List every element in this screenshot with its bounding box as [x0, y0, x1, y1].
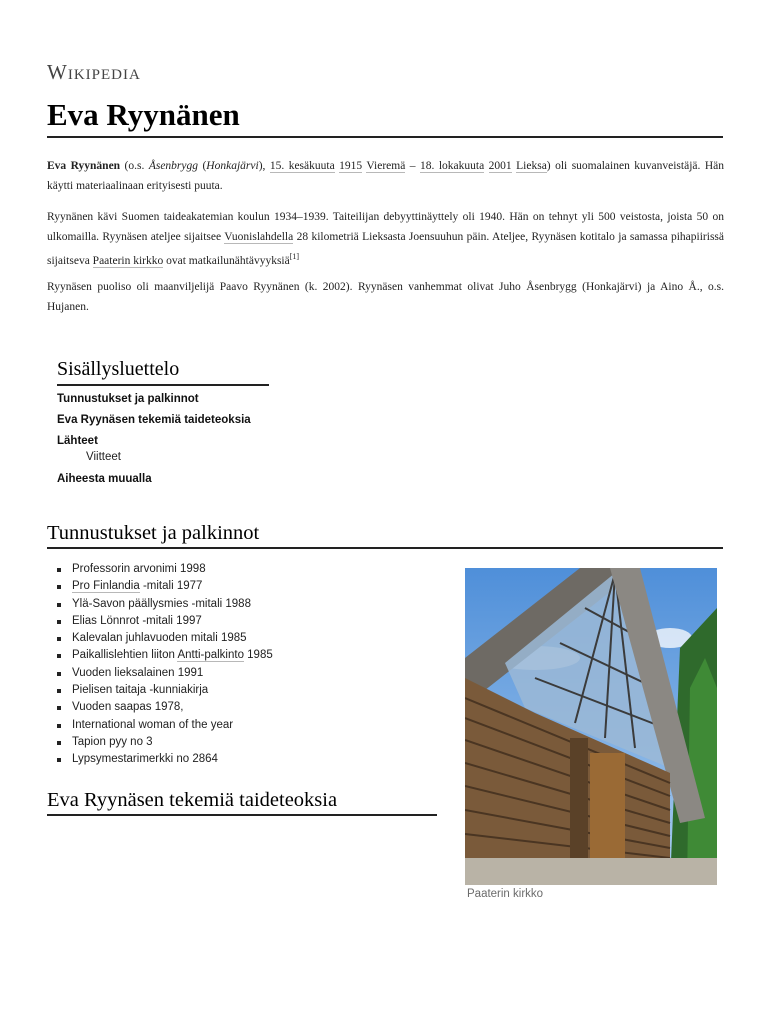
bullet-icon [57, 758, 61, 762]
award-text: Paikallislehtien liiton [72, 649, 178, 662]
link-death-date[interactable]: 18. lokakuuta [420, 160, 485, 172]
birth-place: Honkajärvi [206, 160, 259, 172]
career-text: Ryynänen kävi Suomen taideakatemian koulun 1934–1939. Taiteilijan debyyttinäyttely oli 1940. Hän on tehnyt yli 500 veistosta, joista 50 on ulkomailla. Ryynäsen ateljee sijaitsee [47, 211, 724, 243]
award-text: Pielisen taitaja -kunniakirja [72, 684, 209, 697]
intro-text: (o.s. [120, 160, 149, 172]
award-text: Lypsymestarimerkki no 2864 [72, 753, 218, 766]
bullet-icon [57, 585, 61, 589]
list-item [57, 665, 273, 682]
list-item [57, 682, 273, 699]
list-item [57, 647, 273, 664]
link-birth-date[interactable]: 15. kesäkuuta [269, 160, 335, 172]
bullet-icon [57, 654, 61, 658]
link-pro-finlandia[interactable]: Pro Finlandia [72, 580, 140, 593]
bullet-icon [57, 741, 61, 745]
career-text: ovat matkailunähtävyyksiä [163, 254, 290, 267]
log-post [570, 738, 588, 858]
church-photo[interactable] [465, 568, 717, 885]
list-item [57, 699, 273, 716]
bullet-icon [57, 706, 61, 710]
toc-item-lahteet[interactable]: Lähteet [57, 435, 98, 447]
career-text: 28 kilometriä Lieksasta Joensuuhun päin. Ateljee, Ryynäsen kotitalo ja samassa pihapiirissä sijaitseva [47, 231, 724, 267]
list-item [57, 613, 273, 630]
toc-item-tunnustukset[interactable]: Tunnustukset ja palkinnot [57, 393, 199, 405]
list-item [57, 734, 273, 751]
reference-link[interactable]: [1] [289, 252, 300, 261]
intro-text: ( [198, 160, 207, 172]
intro-paragraph [47, 156, 724, 196]
subject-name: Eva Ryynänen [47, 160, 121, 172]
link-death-year[interactable]: 2001 [488, 160, 512, 172]
section-heading-awards: Tunnustukset ja palkinnot [47, 522, 723, 549]
award-text: Vuoden saapas 1978, [72, 701, 184, 714]
bullet-icon [57, 689, 61, 693]
list-item [57, 630, 273, 647]
link-lieksa[interactable]: Lieksa [516, 160, 547, 172]
award-text: Elias Lönnrot -mitali 1997 [72, 614, 202, 627]
table-of-contents [57, 355, 287, 485]
page-title: Eva Ryynänen [47, 96, 723, 138]
link-paaterin-kirkko[interactable]: Paaterin kirkko [92, 254, 164, 267]
career-paragraph [47, 207, 724, 271]
image-caption: Paaterin kirkko [467, 888, 544, 900]
bullet-icon [57, 603, 61, 607]
award-text: Professorin arvonimi 1998 [72, 563, 206, 575]
toc-title: Sisällysluettelo [57, 355, 269, 386]
bullet-icon [57, 672, 61, 676]
link-birth-year[interactable]: 1915 [339, 160, 363, 172]
birth-name: Åsenbrygg [148, 160, 198, 172]
stone-base [465, 858, 717, 885]
award-text: -mitali 1977 [139, 580, 203, 593]
link-antti-palkinto[interactable]: Antti-palkinto [177, 649, 244, 662]
list-item [57, 561, 273, 578]
list-item [57, 751, 273, 768]
list-item [57, 596, 273, 613]
toc-item-taideteoksia[interactable]: Eva Ryynäsen tekemiä taideteoksia [57, 414, 251, 426]
link-vuonislahti[interactable]: Vuonislahdella [224, 231, 294, 243]
award-text: International woman of the year [72, 718, 234, 731]
award-text: 1985 [243, 649, 273, 662]
award-text: Ylä-Savon päällysmies -mitali 1988 [72, 597, 251, 610]
award-text: Kalevalan juhlavuoden mitali 1985 [72, 632, 247, 645]
toc-item-viitteet[interactable]: Viitteet [86, 451, 121, 463]
bullet-icon [57, 568, 61, 572]
intro-text: ), [258, 160, 270, 172]
family-paragraph: Ryynäsen puoliso oli maanviljelijä Paavo Ryynänen (k. 2002). Ryynäsen vanhemmat olivat Juho Åsenbrygg (Honkajärvi) ja Aino Å., o.s. Hujanen. [47, 281, 724, 313]
church-door [590, 753, 625, 858]
bullet-icon [57, 620, 61, 624]
intro-text: – [405, 160, 421, 172]
wikipedia-logo[interactable]: Wikipedia [47, 60, 141, 84]
list-item [57, 578, 273, 595]
intro-text: ) oli suomalainen kuvanveistäjä. Hän käytti materiaalinaan erityisesti puuta. [47, 160, 725, 192]
award-text: Vuoden lieksalainen 1991 [72, 666, 204, 679]
list-item [57, 717, 273, 734]
award-text: Tapion pyy no 3 [72, 735, 153, 748]
link-vierema[interactable]: Vieremä [366, 160, 406, 172]
bullet-icon [57, 637, 61, 641]
section-heading-works: Eva Ryynäsen tekemiä taideteoksia [47, 789, 437, 816]
toc-item-aiheesta-muualla[interactable]: Aiheesta muualla [57, 473, 152, 485]
bullet-icon [57, 724, 61, 728]
awards-list [57, 561, 273, 769]
